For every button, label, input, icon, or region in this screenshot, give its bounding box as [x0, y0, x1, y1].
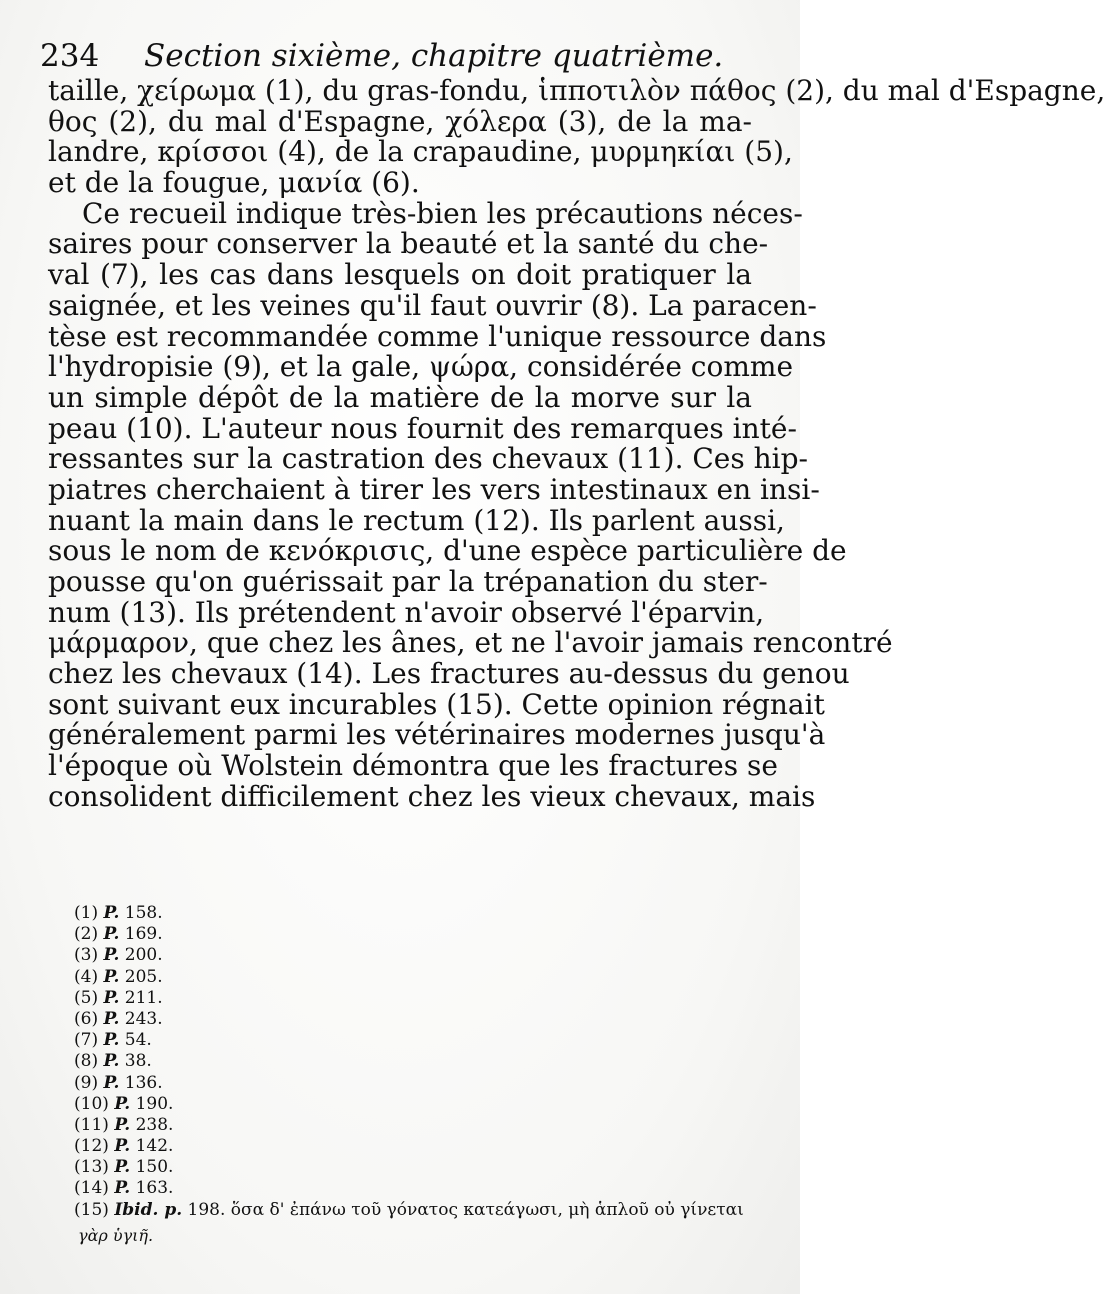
- footnote-ref: P.: [103, 1030, 120, 1051]
- footnote-number: (5): [74, 987, 99, 1008]
- footnote-number: (2): [74, 924, 99, 945]
- footnote-ref: P.: [103, 903, 120, 923]
- footnote-ref: P.: [103, 924, 120, 945]
- footnote: [74, 1178, 774, 1199]
- page-header: [40, 36, 770, 76]
- footnote-ref: P.: [103, 945, 120, 966]
- text-line: μάρμαρον, que chez les ânes, et ne l'avoir jamais rencontré: [48, 626, 893, 660]
- running-head: Section sixième, chapitre quatrième.: [144, 38, 724, 74]
- text-line: et de la fougue, μανία (6).: [48, 166, 420, 200]
- footnote-page: 54.: [124, 1030, 152, 1051]
- page-number: 234: [40, 38, 100, 74]
- footnote: [74, 903, 774, 924]
- footnote: [74, 1094, 774, 1115]
- footnote-number: (11): [74, 1114, 109, 1135]
- footnote: [74, 1157, 774, 1178]
- footnote-continuation: γὰρ ὑγιῆ.: [78, 1226, 154, 1245]
- footnote-number: (4): [74, 966, 99, 987]
- footnote: [74, 1115, 774, 1136]
- footnote-ref: P.: [114, 1093, 131, 1114]
- footnote: [74, 1200, 774, 1221]
- footnote-number: (15): [74, 1199, 109, 1220]
- text-line: saires pour conserver la beauté et la santé du che-: [48, 227, 769, 261]
- footnote-ref: P.: [103, 966, 120, 987]
- footnotes: [74, 903, 774, 1221]
- text-line: un simple dépôt de la matière de la morve sur la: [48, 380, 752, 414]
- footnote-number: (10): [74, 1093, 109, 1114]
- text-line: taille, χείρωμα (1), du gras-fondu, ἱπποτιλὸν πάθος (2), du mal d'Espagne,: [48, 74, 1105, 107]
- footnote-ref: P.: [114, 1157, 131, 1178]
- footnote-page: 205.: [124, 966, 163, 987]
- body-text: [48, 74, 1105, 813]
- footnote: [74, 1030, 774, 1051]
- footnote: [74, 967, 774, 988]
- footnote-page: 238.: [135, 1114, 174, 1135]
- footnote-page: 38.: [124, 1051, 152, 1072]
- text-line: landre, κρίσσοι (4), de la crapaudine, μυρμηκίαι (5),: [48, 135, 793, 169]
- footnote-number: (13): [74, 1157, 109, 1178]
- text-line: ressantes sur la castration des chevaux (11). Ces hip-: [48, 442, 809, 476]
- footnote-ref: P.: [114, 1136, 131, 1157]
- text-line: num (13). Ils prétendent n'avoir observé l'éparvin,: [48, 595, 765, 629]
- footnote-page: 150.: [135, 1157, 174, 1178]
- text-line: généralement parmi les vétérinaires modernes jusqu'à: [48, 718, 826, 752]
- footnote-page: 163.: [135, 1178, 174, 1199]
- footnote: [74, 988, 774, 1009]
- footnote: [74, 1051, 774, 1072]
- footnote-number: (8): [74, 1051, 99, 1072]
- footnote-page: 200.: [124, 945, 163, 966]
- footnote-ref: P.: [114, 1178, 131, 1199]
- text-line: l'hydropisie (9), et la gale, ψώρα, considérée comme: [48, 350, 794, 384]
- footnote-ref: P.: [103, 1051, 120, 1072]
- text-line: nuant la main dans le rectum (12). Ils parlent aussi,: [48, 503, 785, 537]
- footnote-page: 211.: [124, 987, 163, 1008]
- footnote-page: 243.: [124, 1008, 163, 1029]
- footnote: [74, 1073, 774, 1094]
- footnote-page: 190.: [135, 1093, 174, 1114]
- footnote: [74, 945, 774, 966]
- text-line: saignée, et les veines qu'il faut ouvrir (8). La paracen-: [48, 288, 817, 322]
- footnote-page: 198. ὅσα δ' ἐπάνω τοῦ γόνατος κατεάγωσι, μὴ ἁπλοῦ οὐ γίνεται: [187, 1199, 744, 1220]
- footnote-page: 142.: [135, 1136, 174, 1157]
- footnote-number: (14): [74, 1178, 109, 1199]
- footnote-ref: Ibid. p.: [114, 1199, 183, 1220]
- footnote-number: (7): [74, 1030, 99, 1051]
- footnote-number: (3): [74, 945, 99, 966]
- footnote: [74, 1009, 774, 1030]
- footnote-ref: P.: [103, 1008, 120, 1029]
- text-line: sous le nom de κενόκρισις, d'une espèce particulière de: [48, 534, 847, 568]
- text-line: Ce recueil indique très-bien les précautions néces-: [82, 196, 803, 230]
- footnote-ref: P.: [103, 1072, 120, 1093]
- footnote-number: (12): [74, 1136, 109, 1157]
- footnote-ref: P.: [114, 1114, 131, 1135]
- text-line: piatres cherchaient à tirer les vers intestinaux en insi-: [48, 472, 820, 506]
- footnote: [74, 924, 774, 945]
- text-line: peau (10). L'auteur nous fournit des remarques inté-: [48, 411, 797, 445]
- text-line: tèse est recommandée comme l'unique ressource dans: [48, 319, 827, 353]
- footnote-page: 169.: [124, 924, 163, 945]
- text-line: pousse qu'on guérissait par la trépanation du ster-: [48, 565, 768, 598]
- text-line: consolident difficilement chez les vieux chevaux, mais: [48, 779, 816, 813]
- text-line: l'époque où Wolstein démontra que les fractures se: [48, 749, 778, 783]
- footnote: [74, 1136, 774, 1157]
- footnote-page: 158.: [124, 903, 163, 923]
- text-line: θος (2), du mal d'Espagne, χόλερα (3), de la ma-: [48, 104, 752, 138]
- text-line: val (7), les cas dans lesquels on doit pratiquer la: [48, 258, 752, 292]
- footnote-page: 136.: [124, 1072, 163, 1093]
- text-line: chez les chevaux (14). Les fractures au-dessus du genou: [48, 657, 850, 691]
- footnote-number: (9): [74, 1072, 99, 1093]
- text-line: sont suivant eux incurables (15). Cette opinion régnait: [48, 687, 825, 721]
- footnote-number: (6): [74, 1008, 99, 1029]
- footnote-number: (1): [74, 903, 99, 923]
- footnote-ref: P.: [103, 987, 120, 1008]
